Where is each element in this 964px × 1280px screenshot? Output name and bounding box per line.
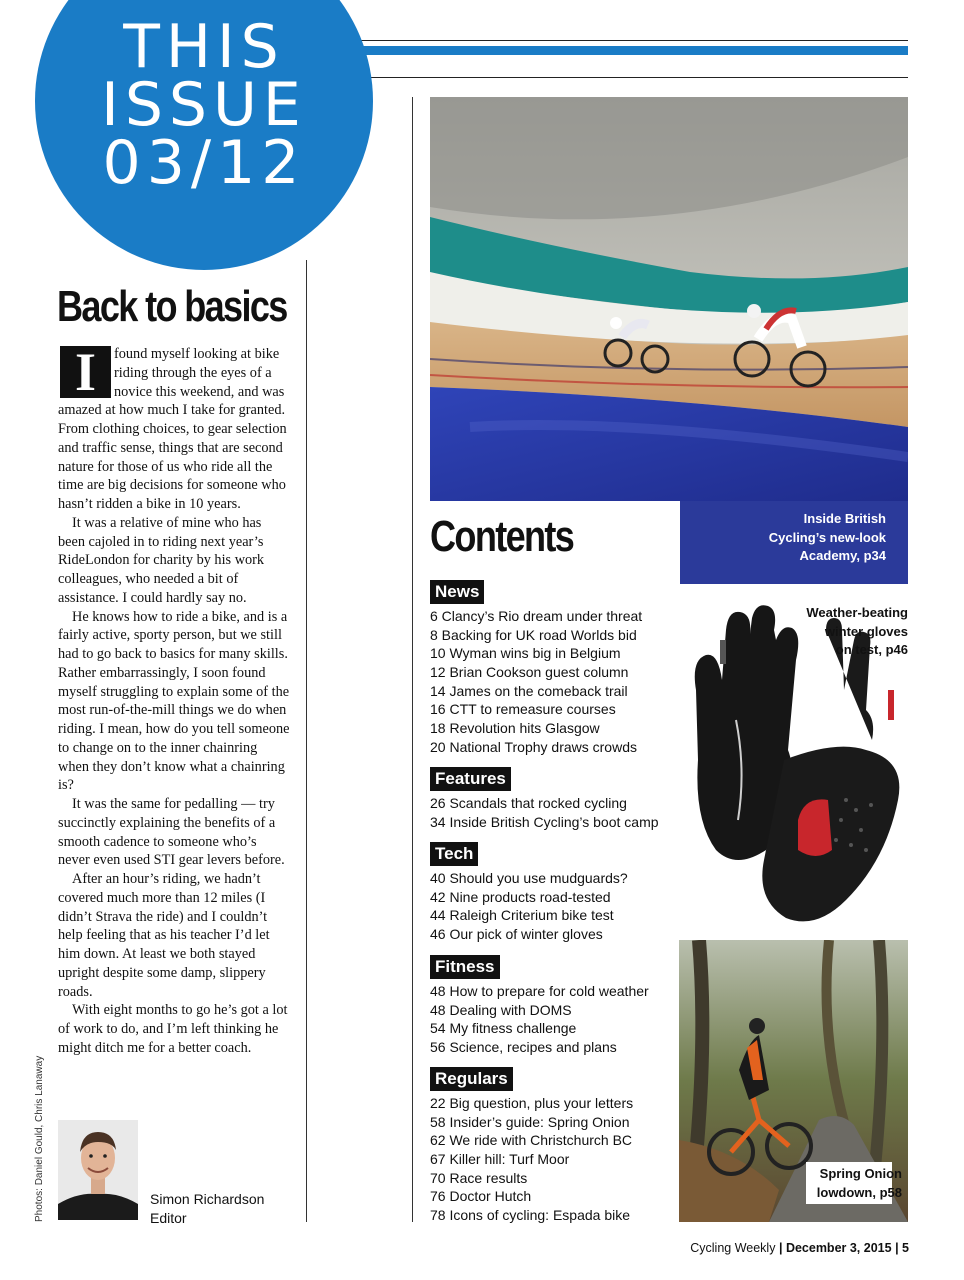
editor-name: Simon Richardson — [150, 1191, 265, 1207]
section-list-fitness — [430, 982, 649, 1057]
list-item: 12 Brian Cookson guest column — [430, 664, 629, 681]
list-item: 78 Icons of cycling: Espada bike — [430, 1207, 631, 1224]
section-label-fitness: Fitness — [430, 955, 500, 979]
editor-avatar — [58, 1120, 138, 1220]
list-item: 76 Doctor Hutch — [430, 1188, 532, 1205]
gloves-caption-line: winter gloves — [824, 623, 908, 639]
footer-separator: | — [895, 1241, 899, 1255]
footer-date: December 3, 2015 — [785, 1241, 892, 1255]
editor-signature — [150, 1190, 264, 1227]
list-item: 14 James on the comeback trail — [430, 682, 628, 699]
footer-magazine: Cycling Weekly — [690, 1241, 776, 1255]
list-item: 58 Insider’s guide: Spring Onion — [430, 1113, 630, 1130]
editorial-paragraph: It was the same for pedalling — try succinctly explaining the benefits of a smooth cadence to someone who’s never even used STI gear levers before. — [58, 796, 285, 869]
editorial-last-text: With eight months to go he’s got a lot of work to do, and I’m left thinking he might ditch me for a better coach. — [58, 1002, 288, 1056]
section-label-features: Features — [430, 767, 511, 791]
list-item: 8 Backing for UK road Worlds bid — [430, 626, 637, 643]
photo-credit: Photos: Daniel Gould, Chris Lanaway — [34, 1055, 45, 1222]
list-item: 16 CTT to remeasure courses — [430, 701, 616, 718]
hero-caption-line: Academy, p34 — [799, 548, 886, 563]
editorial-paragraph: found myself looking at bike riding through the eyes of a novice this weekend, and was amazed at how much I take for granted. From clothing choices, to gear selection and traffic sense, things that are second nature for those of us who ride all the time are big decisions for someone who hasn’t ridden a bike in 10 years. — [58, 346, 287, 512]
list-item: 20 National Trophy draws crowds — [430, 738, 637, 755]
list-item: 44 Raleigh Criterium bike test — [430, 907, 614, 924]
list-item: 34 Inside British Cycling’s boot camp — [430, 813, 659, 830]
badge-line-1: THIS — [123, 12, 285, 82]
badge-line-3: 03/12 — [102, 128, 306, 198]
gloves-caption-line: on test, p46 — [835, 642, 908, 657]
page-footer — [690, 1241, 909, 1255]
list-item: 40 Should you use mudguards? — [430, 870, 628, 886]
section-label-regulars: Regulars — [430, 1067, 513, 1091]
column-divider-left — [306, 260, 307, 1222]
hero-caption-line: Inside British — [803, 511, 886, 526]
list-item: 42 Nine products road-tested — [430, 888, 611, 905]
issue-badge-text — [70, 12, 338, 198]
gloves-caption — [806, 604, 908, 660]
list-item: 18 Revolution hits Glasgow — [430, 720, 600, 737]
hero-caption — [769, 510, 886, 566]
section-list-tech — [430, 869, 628, 944]
editorial-paragraph-last — [58, 1001, 290, 1057]
list-item: 22 Big question, plus your letters — [430, 1095, 634, 1111]
list-item: 48 How to prepare for cold weather — [430, 983, 649, 999]
list-item: 48 Dealing with DOMS — [430, 1001, 572, 1018]
section-label-news: News — [430, 580, 484, 604]
list-item: 6 Clancy’s Rio dream under threat — [430, 608, 643, 624]
editor-role: Editor — [150, 1209, 187, 1226]
editorial-body — [58, 345, 290, 1058]
editorial-paragraph: After an hour’s riding, we hadn’t covered much more than 12 miles (I didn’t Strava the ride) and I couldn’t help feeling that as his teacher I’d let him down. At least we both stayed upright despite some damp, slippery roads. — [58, 871, 270, 1000]
header-rule-top — [330, 40, 908, 41]
editorial-paragraph: He knows how to ride a bike, and is a fairly active, sporty person, but we still had to go back to basics for many skills. Rather embarrassingly, I soon found myself struggling to explain some of the most run-of-the-mill things we do when riding. I mean, how do you tell someone to change on to the inner chainring when they don’t know what a chainring is? — [58, 608, 290, 794]
trail-caption-line: lowdown, p58 — [816, 1184, 902, 1200]
header-rule-blue — [340, 46, 908, 55]
list-item: 62 We ride with Christchurch BC — [430, 1132, 633, 1149]
section-label-tech: Tech — [430, 842, 478, 866]
trail-caption — [817, 1165, 902, 1202]
trail-caption-line: Spring Onion — [819, 1166, 902, 1181]
badge-line-2: ISSUE — [101, 70, 307, 140]
list-item: 67 Killer hill: Turf Moor — [430, 1151, 570, 1168]
column-divider-right — [412, 97, 413, 1222]
list-item: 10 Wyman wins big in Belgium — [430, 645, 621, 662]
list-item: 70 Race results — [430, 1169, 528, 1186]
contents-title: Contents — [430, 512, 574, 561]
velodrome-photo — [430, 97, 908, 501]
list-item: 54 My fitness challenge — [430, 1020, 577, 1037]
editorial-paragraph: It was a relative of mine who has been cajoled in to riding next year’s RideLondon for charity by his work colleagues, who needed a bit of assistance. I could hardly say no. — [58, 514, 265, 606]
header-rule-bottom — [330, 77, 908, 78]
editorial-title: Back to basics — [57, 282, 287, 331]
section-list-news — [430, 607, 642, 757]
section-list-regulars — [430, 1094, 633, 1225]
gloves-caption-line: Weather-beating — [806, 605, 908, 620]
hero-caption-line: Cycling’s new-look — [768, 529, 886, 545]
section-list-features — [430, 794, 659, 831]
footer-page-number: 5 — [902, 1241, 909, 1255]
drop-cap: I — [60, 346, 111, 398]
list-item: 46 Our pick of winter gloves — [430, 926, 603, 943]
list-item: 56 Science, recipes and plans — [430, 1039, 617, 1056]
footer-separator: | — [778, 1241, 783, 1255]
list-item: 26 Scandals that rocked cycling — [430, 795, 627, 811]
